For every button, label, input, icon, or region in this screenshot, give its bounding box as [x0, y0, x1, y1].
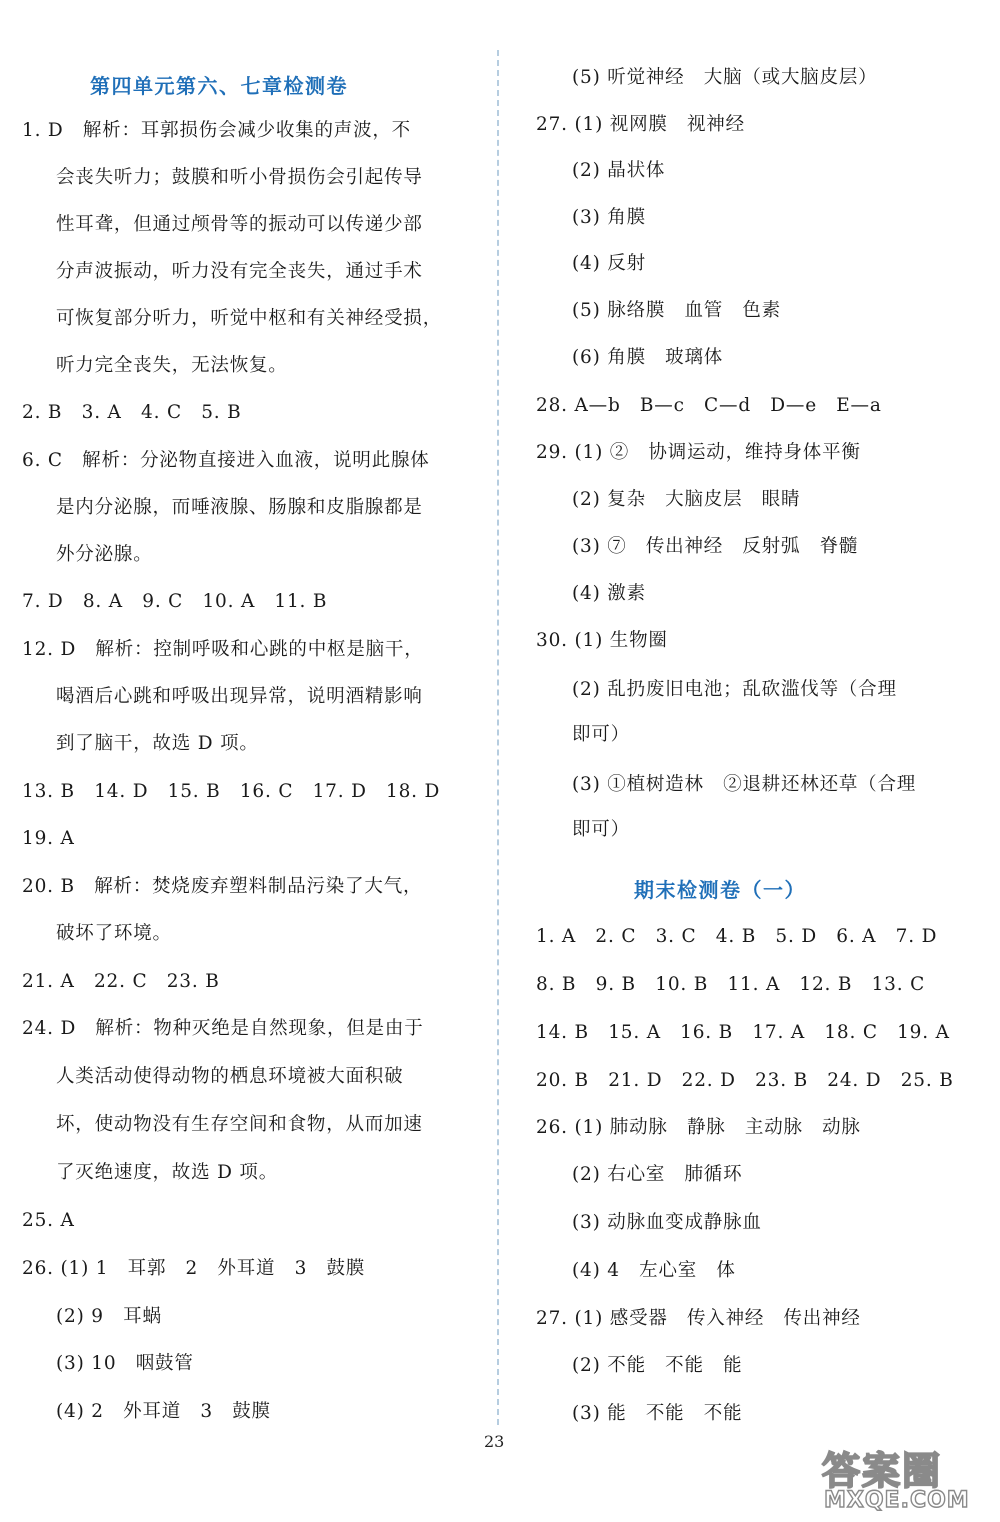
answer-line: 1. A 2. C 3. C 4. B 5. D 6. A 7. D [536, 926, 938, 947]
section-title-unit4: 第四单元第六、七章检测卷 [90, 74, 348, 98]
answer-line: 21. A 22. C 23. B [22, 971, 220, 992]
answer-line: 6. C 解析：分泌物直接进入血液，说明此腺体 [22, 450, 430, 471]
answer-line: 25. A [22, 1210, 75, 1231]
answer-line: (3) 能 不能 不能 [572, 1403, 743, 1424]
page-number: 23 [484, 1432, 505, 1451]
answer-line: (2) 晶状体 [572, 160, 666, 181]
answer-line: 27. (1) 视网膜 视神经 [536, 114, 745, 135]
answer-line: (4) 反射 [572, 253, 646, 274]
answer-line: 28. A—b B—c C—d D—e E—a [536, 395, 882, 416]
answer-line: (3) 角膜 [572, 207, 646, 228]
answer-line: (2) 9 耳蜗 [56, 1306, 162, 1327]
answer-line: 会丧失听力；鼓膜和听小骨损伤会引起传导 [56, 167, 423, 188]
section-title-final-exam: 期末检测卷（一） [634, 878, 806, 902]
answer-line: 19. A [22, 828, 75, 849]
answer-line: (4) 4 左心室 体 [572, 1260, 736, 1281]
answer-line: 13. B 14. D 15. B 16. C 17. D 18. D [22, 781, 441, 802]
answer-line: 8. B 9. B 10. B 11. A 12. B 13. C [536, 974, 926, 995]
answer-line: 即可） [572, 724, 630, 745]
answer-line: 20. B 21. D 22. D 23. B 24. D 25. B [536, 1070, 954, 1091]
answer-line: 14. B 15. A 16. B 17. A 18. C 19. A [536, 1022, 950, 1043]
answer-line: 12. D 解析：控制呼吸和心跳的中枢是脑干， [22, 639, 424, 660]
answer-line: 破坏了环境。 [56, 923, 172, 944]
answer-line: (4) 激素 [572, 583, 646, 604]
answer-line: 2. B 3. A 4. C 5. B [22, 402, 242, 423]
answer-line: 性耳聋，但通过颅骨等的振动可以传递少部 [56, 214, 423, 235]
answer-line: (4) 2 外耳道 3 鼓膜 [56, 1401, 271, 1422]
answer-line: 24. D 解析：物种灭绝是自然现象，但是由于 [22, 1018, 424, 1039]
answer-line: (2) 不能 不能 能 [572, 1355, 743, 1376]
answer-line: 外分泌腺。 [56, 544, 153, 565]
answer-line: (3) 动脉血变成静脉血 [572, 1212, 762, 1233]
answer-line: 29. (1) ② 协调运动，维持身体平衡 [536, 442, 861, 463]
answer-line: 听力完全丧失，无法恢复。 [56, 355, 288, 376]
answer-line: 喝酒后心跳和呼吸出现异常，说明酒精影响 [56, 686, 423, 707]
answer-line: 坏，使动物没有生存空间和食物，从而加速 [56, 1114, 423, 1135]
answer-line: 26. (1) 肺动脉 静脉 主动脉 动脉 [536, 1117, 861, 1138]
column-divider [497, 50, 499, 1425]
answer-line: 1. D 解析：耳郭损伤会减少收集的声波，不 [22, 120, 411, 141]
answer-line: 分声波振动，听力没有完全丧失，通过手术 [56, 261, 423, 282]
answer-line: (6) 角膜 玻璃体 [572, 347, 724, 368]
watermark-logo: 答案圈 [822, 1449, 943, 1493]
answer-line: 了灭绝速度，故选 D 项。 [56, 1162, 278, 1183]
answer-line: 7. D 8. A 9. C 10. A 11. B [22, 591, 328, 612]
answer-line: (5) 脉络膜 血管 色素 [572, 300, 781, 321]
answer-line: (3) ⑦ 传出神经 反射弧 脊髓 [572, 536, 859, 557]
answer-line: 可恢复部分听力，听觉中枢和有关神经受损， [56, 308, 443, 329]
answer-line: (5) 听觉神经 大脑（或大脑皮层） [572, 67, 878, 88]
answer-line: (2) 复杂 大脑皮层 眼睛 [572, 489, 801, 510]
watermark-url: MXQE.COM [824, 1488, 970, 1513]
answer-line: (3) 10 咽鼓管 [56, 1353, 194, 1374]
answer-line: (3) ①植树造林 ②退耕还林还草（合理 [572, 774, 917, 795]
answer-line: 30. (1) 生物圈 [536, 630, 668, 651]
answer-line: (2) 右心室 肺循环 [572, 1164, 743, 1185]
answer-line: (2) 乱扔废旧电池；乱砍滥伐等（合理 [572, 679, 897, 700]
answer-line: 26. (1) 1 耳郭 2 外耳道 3 鼓膜 [22, 1258, 366, 1279]
answer-line: 20. B 解析：焚烧废弃塑料制品污染了大气， [22, 876, 423, 897]
answer-line: 27. (1) 感受器 传入神经 传出神经 [536, 1308, 861, 1329]
answer-line: 人类活动使得动物的栖息环境被大面积破 [56, 1066, 404, 1087]
answer-line: 到了脑干，故选 D 项。 [56, 733, 259, 754]
answer-line: 是内分泌腺，而唾液腺、肠腺和皮脂腺都是 [56, 497, 423, 518]
watermark [818, 1440, 998, 1520]
answer-line: 即可） [572, 819, 630, 840]
